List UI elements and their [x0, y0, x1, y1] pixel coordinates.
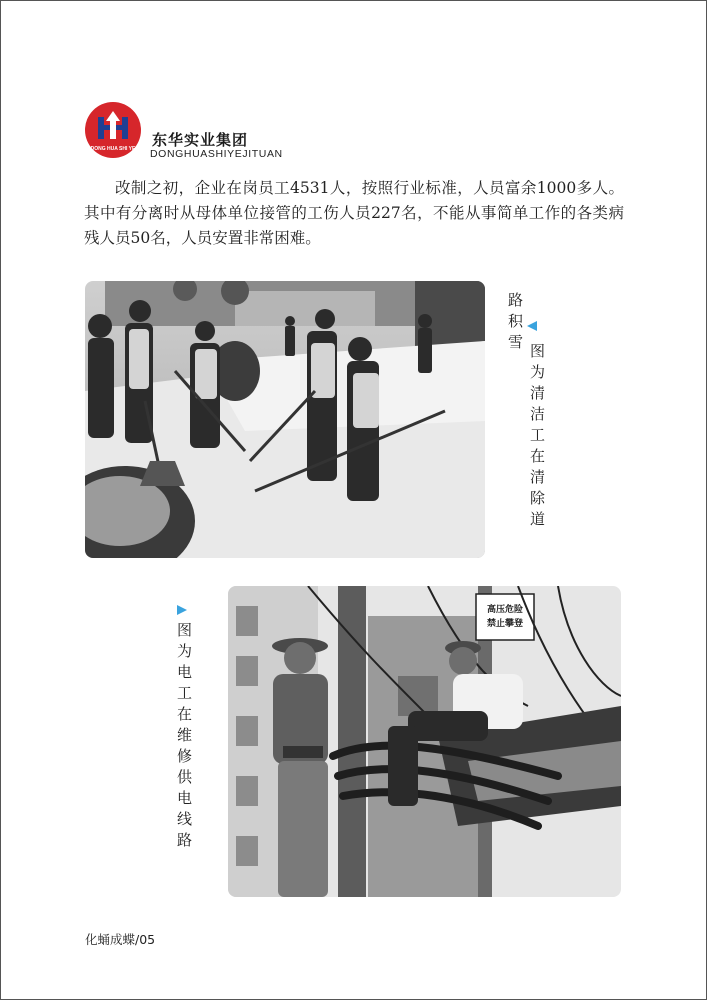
arrow-left-icon [527, 321, 537, 331]
warning-sign-line1: 高压危险 [486, 605, 524, 615]
logo-arc-text: DONG HUA SHI YE [90, 146, 136, 152]
photo1-caption-line1: 图为清洁工在清除道 [528, 343, 546, 532]
photo-electricians [228, 586, 621, 897]
photo-snow-clearing [85, 281, 485, 558]
arrow-right-icon [177, 605, 187, 615]
brand-name-en: DONGHUASHIYEJITUAN [150, 148, 283, 160]
page-footer: 化蛹成蝶/05 [85, 932, 156, 947]
company-logo [84, 101, 142, 159]
photo1-caption-line2: 路积雪 [506, 292, 524, 355]
warning-sign-line2: 禁止攀登 [486, 619, 524, 629]
photo2-caption: 图为电工在维修供电线路 [175, 622, 193, 853]
body-paragraph: 改制之初，企业在岗员工4531人，按照行业标准，人员富余1000多人。其中有分离时从母体单位接管的工伤人员227名，不能从事简单工作的各类病残人员50名，人员安置非常困难。 [84, 179, 624, 247]
brand-name-cn: 东华实业集团 [152, 131, 249, 149]
